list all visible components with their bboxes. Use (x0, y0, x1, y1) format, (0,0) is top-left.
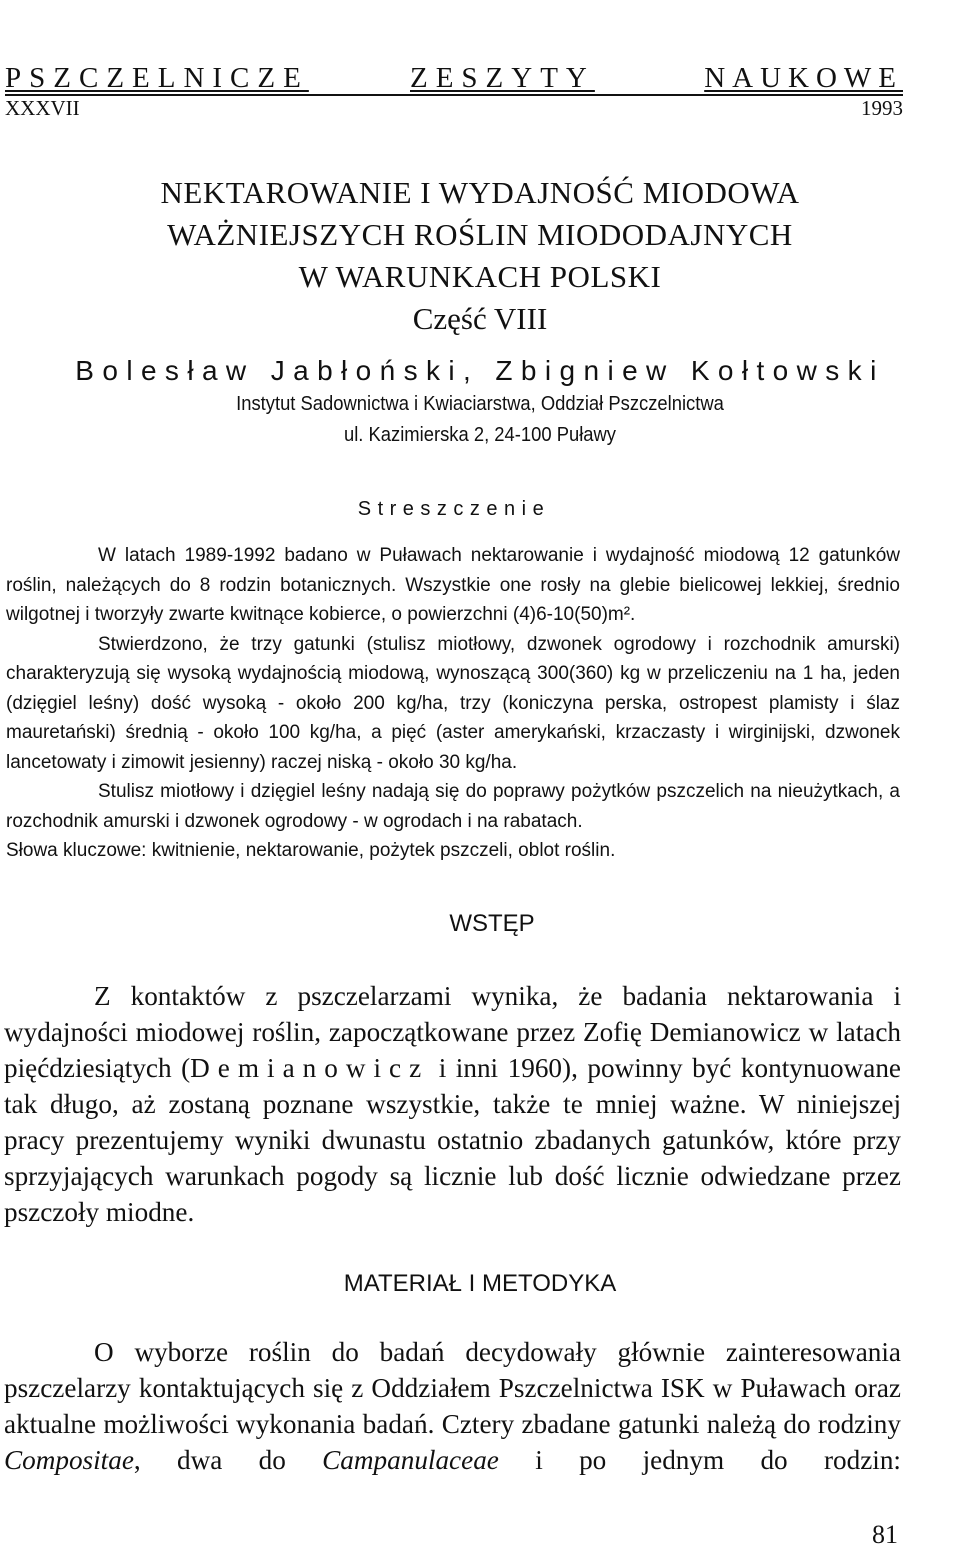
intro-text-b: i inni 1960), powinny być kontynuowane tak długo, aż zostaną poznane wszystkie, także te mniej ważne. W niniejszej pracy prezentujemy wyniki dwunastu ostatnio zbadanych gatunków, które przy sprzyjających warunkach pogody są licznie lub dość licznie odwiedzane przez pszczoły miodne. (4, 1053, 901, 1227)
title-line-1: NEKTAROWANIE I WYDAJNOŚĆ MIODOWA (160, 175, 800, 210)
author-list: Bolesław Jabłoński, Zbigniew Kołtowski (75, 355, 885, 386)
introduction-paragraph (4, 978, 901, 1230)
methods-text-c: i po jednym do rodzin: (498, 1445, 901, 1475)
abstract-paragraph-1: W latach 1989-1992 badano w Puławach nektarowanie i wydajność miodową 12 gatunków roślin, należących do 8 rodzin botanicznych. Wszystkie one rosły na glebie bielicowej lekkiej, średnio wilgotnej i tworzyły zwarte kwitnące kobierce, o powierzchni (4)6-10(50)m². (6, 545, 900, 625)
abstract (6, 541, 900, 866)
section-heading-introduction: WSTĘP (449, 910, 535, 937)
title-part: Część VIII (412, 301, 548, 336)
article-title (0, 172, 960, 340)
abstract-paragraph-3: Stulisz miotłowy i dzięgiel leśny nadają się do poprawy pożytków pszczelich na nieużytkach, a rozchodnik amurski i dzwonek ogrodowy - w ogrodach i na rabatach. (6, 781, 900, 832)
abstract-paragraph-2: Stwierdzono, że trzy gatunki (stulisz miotłowy, dzwonek ogrodowy i rozchodnik amurski) charakteryzują się wysoką wydajnością miodową, wynoszącą 300(360) kg w przeliczeniu na 1 ha, jeden (dzięgiel leśny) dość wysoką - około 200 kg/ha, trzy (koniczyna perska, ostropest plamisty i ślaz mauretański) średnią - około 100 kg/ha, a pięć (aster amerykański, krzaczasty i wirginijski, dzwonek lancetowaty i zimowit jesienny) raczej niską - około 30 kg/ha. (6, 633, 900, 773)
keywords: Słowa kluczowe: kwitnienie, nektarowanie, pożytek pszczeli, oblot roślin. (6, 840, 616, 861)
affiliation-line-2: ul. Kazimierska 2, 24-100 Puławy (343, 424, 617, 446)
volume-number: XXXVII (5, 96, 80, 120)
introduction-body (4, 978, 901, 1230)
page-number: 81 (872, 1520, 898, 1549)
family-campanulaceae: Campanulaceae (322, 1445, 499, 1475)
journal-title-word-3: NAUKOWE (704, 62, 903, 94)
methods-text-a: O wyborze roślin do badań decydowały głównie zainteresowania pszczelarzy kontaktujących się z Oddziałem Pszczelnictwa ISK w Puławach oraz aktualne możliwości wykonania badań. Cztery zbadane gatunki należą do rodziny (4, 1337, 901, 1439)
affiliation-line-1: Instytut Sadownictwa i Kwiaciarstwa, Oddział Pszczelnictwa (236, 393, 724, 415)
journal-header (5, 62, 903, 96)
journal-title-word-2: ZESZYTY (410, 62, 595, 94)
methods-text-b: , dwa do (133, 1445, 323, 1475)
journal-title-word-1: PSZCZELNICZE (5, 62, 309, 94)
title-line-2: WAŻNIEJSZYCH ROŚLIN MIODODAJNYCH (167, 217, 793, 252)
section-heading-methods: MATERIAŁ I METODYKA (343, 1270, 617, 1297)
intro-text-a: Z kontaktów z pszczelarzami wynika, że badania nektarowania i wydajności miodowej roślin, zapoczątkowane przez Zofię Demianowicz w latach pięćdziesiątych ( (4, 981, 901, 1083)
abstract-heading: Streszczenie (357, 498, 551, 520)
journal-meta (5, 96, 903, 120)
citation-author: Demianowicz (190, 1053, 430, 1083)
methods-body (4, 1334, 901, 1478)
title-line-3: W WARUNKACH POLSKI (298, 259, 662, 294)
methods-paragraph (4, 1334, 901, 1478)
family-compositae: Compositae (4, 1445, 134, 1475)
publication-year: 1993 (861, 96, 903, 120)
